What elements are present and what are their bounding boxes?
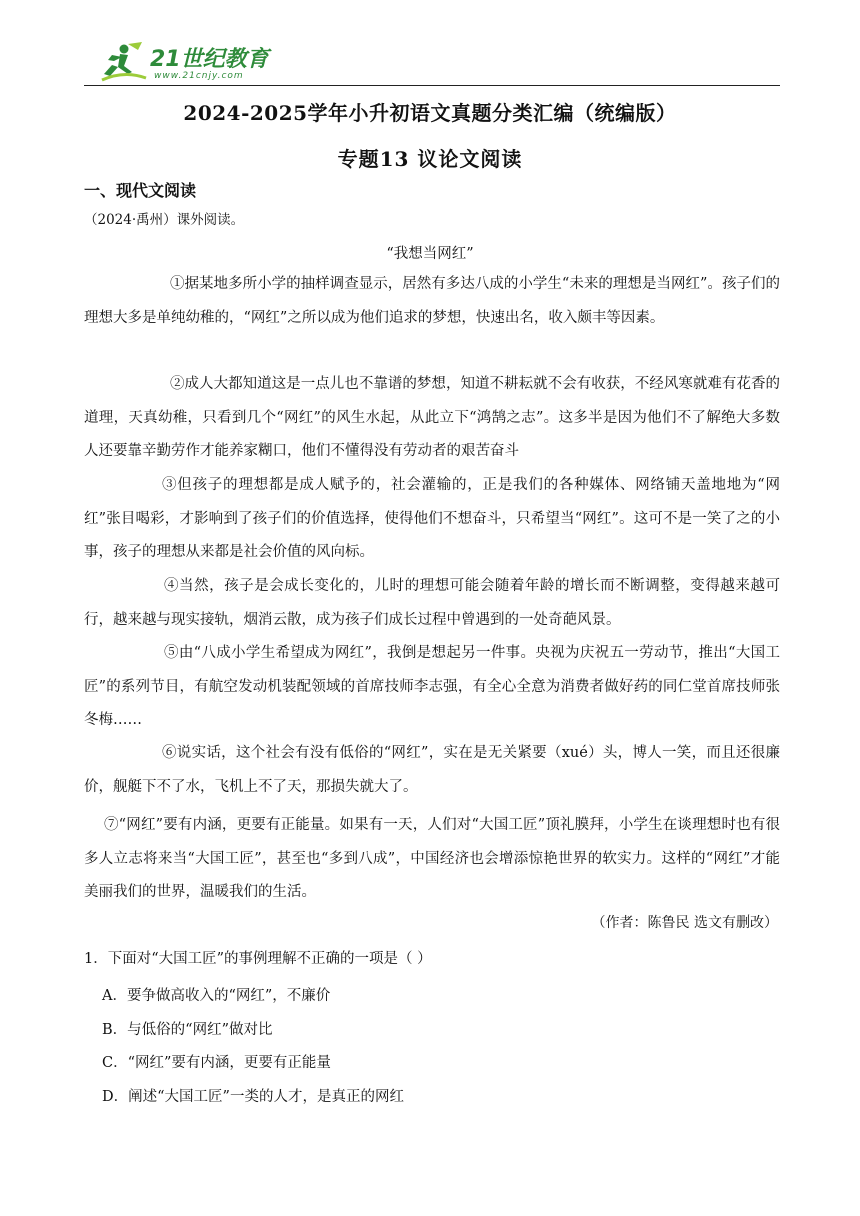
site-logo [98, 40, 278, 86]
article-paragraph-7: ⑦“网红”要有内涵，更要有正能量。如果有一天，人们对“大国工匠”顶礼膜拜，小学生在谈理想时也有很多人立志将来当“大国工匠”，甚至也“多到八成”，中国经济也会增添惊艳世界的软实力。这样的“网红”才能美丽我们的世界，温暖我们的生活。 [84, 817, 780, 900]
option-c: C．“网红”要有内涵，更要有正能量 [102, 1055, 331, 1071]
article-byline: （作者：陈鲁民 选文有删改） [591, 915, 778, 931]
section-heading: 一、现代文阅读 [84, 181, 197, 200]
runner-logo-icon [98, 40, 150, 86]
article-title: “我想当网红” [386, 246, 474, 262]
header-divider [84, 85, 780, 86]
article-paragraph-5: ⑤由“八成小学生希望成为网红”，我倒是想起另一件事。央视为庆祝五一劳动节，推出“大国工匠”的系列节目，有航空发动机装配领域的首席技师李志强，有全心全意为消费者做好药的同仁堂首席技师张冬梅…… [84, 645, 780, 728]
question-source: （2024·禹州）课外阅读。 [84, 212, 245, 228]
article-paragraph-2: ②成人大都知道这是一点儿也不靠谱的梦想，知道不耕耘就不会有收获，不经风寒就难有花香的道理，天真幼稚，只看到几个“网红”的风生水起，从此立下“鸿鹄之志”。这多半是因为他们不了解绝大多数人还要靠辛勤劳作才能养家糊口，他们不懂得没有劳动者的艰苦奋斗 [84, 376, 780, 459]
logo-text: 21世纪教育 [150, 47, 269, 72]
option-d: D．阐述“大国工匠”一类的人才，是真正的网红 [102, 1089, 404, 1105]
article-paragraph-6: ⑥说实话，这个社会有没有低俗的“网红”，实在是无关紧要（xué）头，博人一笑，而且还很廉价，舰艇下不了水，飞机上不了天，那损失就大了。 [84, 745, 780, 795]
logo-url: www.21cnjy.com [154, 71, 244, 81]
document-subtitle: 专题13 议论文阅读 [337, 147, 523, 171]
article-paragraph-3: ③但孩子的理想都是成人赋予的，社会灌输的，正是我们的各种媒体、网络铺天盖地地为“网红”张目喝彩，才影响到了孩子们的价值选择，使得他们不想奋斗，只希望当“网红”。这可不是一笑了之的小事，孩子的理想从来都是社会价值的风向标。 [84, 477, 780, 560]
document-title: 2024-2025学年小升初语文真题分类汇编（统编版） [183, 101, 677, 125]
article-paragraph-1: ①据某地多所小学的抽样调查显示，居然有多达八成的小学生“未来的理想是当网红”。孩子们的理想大多是单纯幼稚的，“网红”之所以成为他们追求的梦想，快速出名，收入颇丰等因素。 [84, 276, 780, 326]
article-paragraph-4: ④当然，孩子是会成长变化的，儿时的理想可能会随着年龄的增长而不断调整，变得越来越可行，越来越与现实接轨，烟消云散，成为孩子们成长过程中曾遇到的一处奇葩风景。 [84, 578, 780, 628]
question-stem: 1．下面对“大国工匠”的事例理解不正确的一项是（ ） [84, 951, 432, 967]
option-b: B．与低俗的“网红”做对比 [102, 1022, 273, 1038]
option-a: A．要争做高收入的“网红”，不廉价 [102, 988, 331, 1004]
